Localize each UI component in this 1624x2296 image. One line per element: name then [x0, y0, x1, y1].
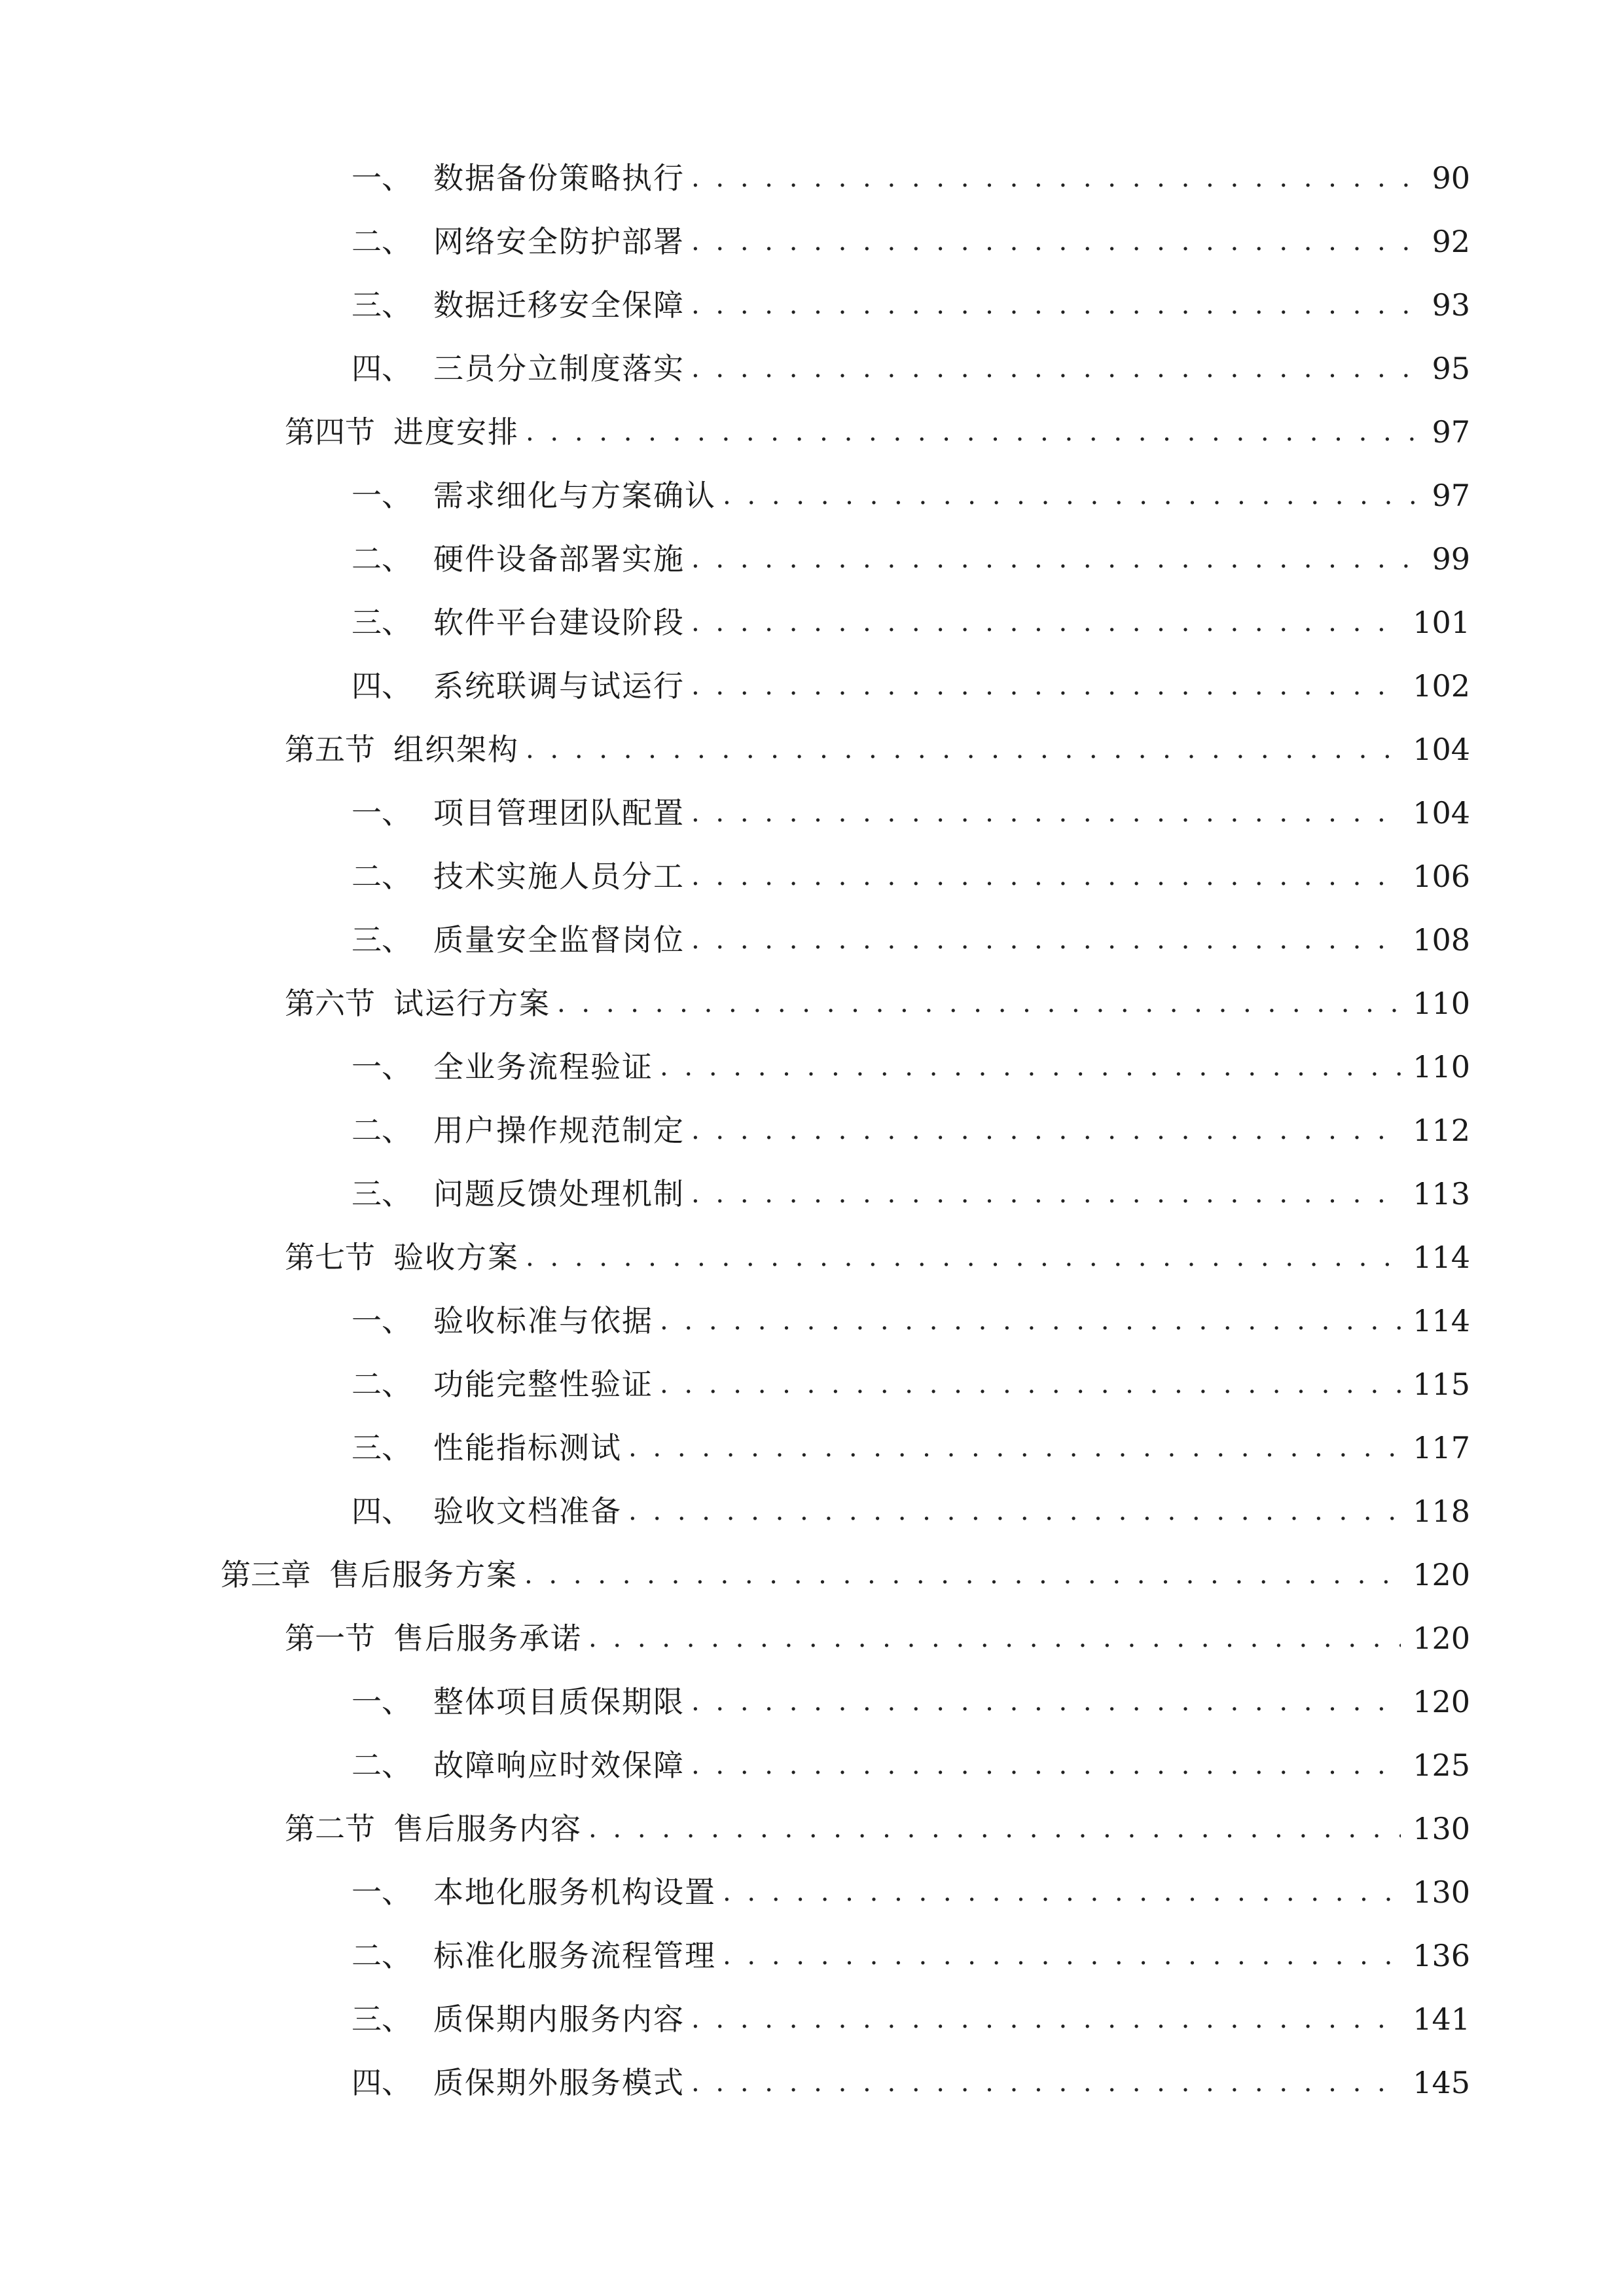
toc-entry[interactable]	[352, 526, 1470, 579]
toc-dot-leader	[660, 1047, 1401, 1086]
toc-section-number: 第五节	[285, 732, 375, 767]
toc-dot-leader	[628, 1428, 1401, 1467]
toc-entry-page: 104	[1413, 795, 1470, 831]
toc-dot-leader	[691, 1111, 1401, 1150]
toc-entry-title: 质保期内服务内容	[433, 2001, 685, 2037]
toc-section-title: 试运行方案	[393, 986, 550, 1021]
toc-entry[interactable]	[352, 272, 1470, 325]
toc-dot-leader	[723, 1873, 1401, 1912]
toc-entry[interactable]	[352, 1923, 1470, 1975]
toc-chapter-number: 第三章	[221, 1557, 311, 1592]
toc-entry-title: 验收标准与依据	[433, 1303, 653, 1338]
toc-entry-number: 一、	[352, 478, 412, 513]
toc-entry[interactable]	[352, 1352, 1470, 1404]
toc-entry[interactable]	[352, 1859, 1470, 1912]
toc-section-number: 第七节	[285, 1240, 375, 1275]
toc-entry[interactable]	[352, 907, 1470, 960]
toc-section[interactable]	[285, 1225, 1470, 1277]
toc-dot-leader	[691, 349, 1419, 388]
toc-entry-page: 108	[1413, 922, 1470, 958]
toc-dot-leader	[723, 476, 1419, 515]
toc-dot-leader	[691, 1174, 1401, 1213]
toc-entry[interactable]	[352, 1098, 1470, 1150]
toc-entry-page: 90	[1432, 160, 1470, 196]
toc-entry[interactable]	[352, 209, 1470, 261]
toc-dot-leader	[660, 1301, 1401, 1340]
toc-dot-leader	[691, 539, 1419, 579]
toc-entry-title: 故障响应时效保障	[433, 1748, 685, 1783]
toc-entry-number: 三、	[352, 605, 412, 640]
toc-dot-leader	[588, 1809, 1401, 1848]
toc-entry-title: 验收文档准备	[433, 1494, 622, 1529]
toc-dot-leader	[526, 1238, 1401, 1277]
toc-entry-title: 数据迁移安全保障	[433, 287, 685, 323]
toc-section[interactable]	[285, 1605, 1470, 1658]
toc-section-number: 第六节	[285, 986, 375, 1021]
toc-entry-number: 一、	[352, 1874, 412, 1910]
toc-entry-title: 需求细化与方案确认	[433, 478, 716, 513]
toc-entry-number: 一、	[352, 160, 412, 196]
toc-chapter[interactable]	[221, 1542, 1470, 1594]
toc-entry-title: 标准化服务流程管理	[433, 1938, 716, 1973]
toc-entry-number: 一、	[352, 795, 412, 831]
toc-entry-title: 全业务流程验证	[433, 1049, 653, 1085]
toc-dot-leader	[691, 857, 1401, 896]
toc-entry-page: 130	[1413, 1874, 1470, 1910]
toc-entry-number: 二、	[352, 224, 412, 259]
toc-entry-number: 三、	[352, 287, 412, 323]
toc-entry-title: 质保期外服务模式	[433, 2065, 685, 2100]
toc-entry-page: 101	[1413, 605, 1470, 640]
toc-section[interactable]	[285, 717, 1470, 769]
toc-entry-page: 110	[1413, 1049, 1470, 1085]
toc-section-title: 验收方案	[393, 1240, 519, 1275]
toc-section[interactable]	[285, 399, 1470, 452]
toc-entry[interactable]	[352, 336, 1470, 388]
toc-dot-leader	[628, 1492, 1401, 1531]
toc-entry-page: 95	[1432, 351, 1470, 386]
toc-section[interactable]	[285, 1796, 1470, 1848]
toc-dot-leader	[691, 603, 1401, 642]
toc-entry[interactable]	[352, 780, 1470, 833]
toc-section-number: 第一节	[285, 1621, 375, 1656]
toc-entry-title: 整体项目质保期限	[433, 1684, 685, 1719]
toc-entry-page: 120	[1413, 1684, 1470, 1719]
toc-entry-number: 一、	[352, 1684, 412, 1719]
toc-entry-page: 130	[1413, 1811, 1470, 1846]
toc-section-number: 第四节	[285, 414, 375, 450]
toc-entry-number: 一、	[352, 1303, 412, 1338]
toc-entry[interactable]	[352, 1986, 1470, 2039]
toc-entry-number: 二、	[352, 541, 412, 577]
toc-dot-leader	[526, 412, 1419, 452]
toc-entry-title: 项目管理团队配置	[433, 795, 685, 831]
toc-entry-title: 数据备份策略执行	[433, 160, 685, 196]
toc-entry-page: 97	[1432, 478, 1470, 513]
toc-entry-number: 四、	[352, 668, 412, 704]
toc-dot-leader	[526, 730, 1401, 769]
toc-entry-page: 141	[1413, 2001, 1470, 2037]
toc-section-title: 组织架构	[393, 732, 519, 767]
toc-entry-title: 功能完整性验证	[433, 1367, 653, 1402]
toc-entry-page: 114	[1413, 1303, 1470, 1338]
toc-entry-page: 97	[1432, 414, 1470, 450]
toc-entry-title: 用户操作规范制定	[433, 1113, 685, 1148]
toc-entry[interactable]	[352, 1415, 1470, 1467]
toc-entry-number: 二、	[352, 1748, 412, 1783]
toc-section-title: 售后服务内容	[393, 1811, 582, 1846]
toc-dot-leader	[691, 2000, 1401, 2039]
toc-entry-title: 质量安全监督岗位	[433, 922, 685, 958]
toc-dot-leader	[524, 1555, 1401, 1594]
toc-entry-page: 102	[1413, 668, 1470, 704]
toc-entry[interactable]	[352, 844, 1470, 896]
toc-entry-page: 120	[1413, 1621, 1470, 1656]
toc-entry-number: 四、	[352, 2065, 412, 2100]
toc-entry-page: 120	[1413, 1557, 1470, 1592]
toc-entry-number: 三、	[352, 2001, 412, 2037]
toc-entry-page: 112	[1413, 1113, 1470, 1148]
toc-entry[interactable]	[352, 590, 1470, 642]
toc-entry-number: 二、	[352, 1938, 412, 1973]
toc-entry-title: 网络安全防护部署	[433, 224, 685, 259]
toc-entry-number: 一、	[352, 1049, 412, 1085]
toc-entry-number: 二、	[352, 1367, 412, 1402]
toc-entry-number: 四、	[352, 351, 412, 386]
toc-entry-title: 三员分立制度落实	[433, 351, 685, 386]
toc-section-number: 第二节	[285, 1811, 375, 1846]
toc-entry-page: 113	[1413, 1176, 1470, 1211]
toc-entry-number: 三、	[352, 1176, 412, 1211]
toc-entry[interactable]	[352, 1669, 1470, 1721]
toc-entry-page: 117	[1413, 1430, 1470, 1465]
toc-dot-leader	[588, 1619, 1401, 1658]
toc-section[interactable]	[285, 971, 1470, 1023]
toc-dot-leader	[557, 984, 1401, 1023]
toc-dot-leader	[691, 158, 1419, 198]
toc-section-title: 售后服务承诺	[393, 1621, 582, 1656]
toc-dot-leader	[691, 666, 1401, 706]
toc-entry[interactable]	[352, 1288, 1470, 1340]
toc-dot-leader	[691, 1746, 1401, 1785]
toc-entry-page: 145	[1413, 2065, 1470, 2100]
toc-dot-leader	[691, 2063, 1401, 2102]
toc-entry[interactable]	[352, 1479, 1470, 1531]
toc-dot-leader	[691, 793, 1401, 833]
toc-entry-number: 三、	[352, 922, 412, 958]
toc-dot-leader	[660, 1365, 1401, 1404]
toc-entry-title: 性能指标测试	[433, 1430, 622, 1465]
toc-entry-number: 二、	[352, 859, 412, 894]
toc-entry-number: 四、	[352, 1494, 412, 1529]
toc-dot-leader	[691, 222, 1419, 261]
toc-entry-title: 本地化服务机构设置	[433, 1874, 716, 1910]
toc-dot-leader	[723, 1936, 1401, 1975]
toc-entry[interactable]	[352, 145, 1470, 198]
toc-entry[interactable]	[352, 1034, 1470, 1086]
toc-dot-leader	[691, 285, 1419, 325]
toc-entry[interactable]	[352, 1732, 1470, 1785]
toc-entry-page: 125	[1413, 1748, 1470, 1783]
toc-entry-page: 118	[1413, 1494, 1470, 1529]
toc-entry-page: 92	[1432, 224, 1470, 259]
toc-entry-page: 104	[1413, 732, 1470, 767]
toc-entry[interactable]	[352, 653, 1470, 706]
toc-entry-title: 软件平台建设阶段	[433, 605, 685, 640]
toc-entry-number: 三、	[352, 1430, 412, 1465]
toc-entry-page: 106	[1413, 859, 1470, 894]
toc-chapter-title: 售后服务方案	[329, 1557, 518, 1592]
toc-entry-page: 115	[1413, 1367, 1470, 1402]
toc-entry-title: 技术实施人员分工	[433, 859, 685, 894]
toc-entry[interactable]	[352, 1161, 1470, 1213]
toc-entry-number: 二、	[352, 1113, 412, 1148]
toc-entry[interactable]	[352, 2050, 1470, 2102]
toc-entry-page: 110	[1413, 986, 1470, 1021]
toc-section-title: 进度安排	[393, 414, 519, 450]
toc-entry-title: 硬件设备部署实施	[433, 541, 685, 577]
toc-entry-page: 99	[1432, 541, 1470, 577]
toc-entry[interactable]	[352, 463, 1470, 515]
toc-entry-page: 93	[1432, 287, 1470, 323]
toc-entry-title: 系统联调与试运行	[433, 668, 685, 704]
toc-dot-leader	[691, 1682, 1401, 1721]
toc-entry-page: 136	[1413, 1938, 1470, 1973]
toc-entry-page: 114	[1413, 1240, 1470, 1275]
toc-dot-leader	[691, 920, 1401, 960]
toc-entry-title: 问题反馈处理机制	[433, 1176, 685, 1211]
